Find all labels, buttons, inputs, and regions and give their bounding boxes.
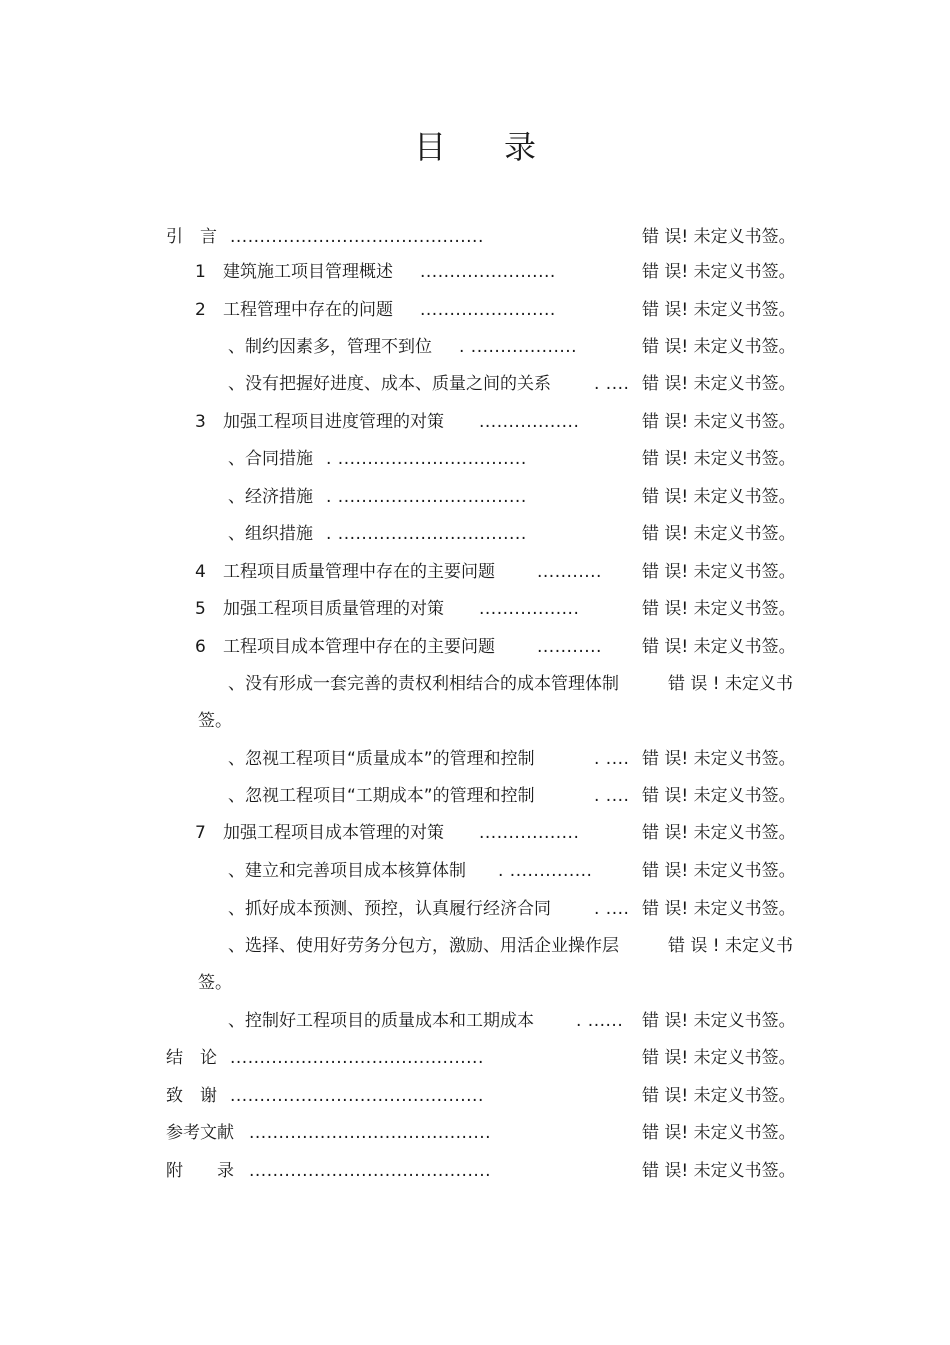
toc-entry[interactable] bbox=[0, 559, 950, 585]
toc-entry[interactable] bbox=[0, 596, 950, 622]
toc-leader-dots: ........................................... bbox=[230, 1048, 484, 1068]
toc-page-ref: 错 误! 未定义书签。 bbox=[642, 1123, 796, 1143]
toc-page-ref: 错 误! 未定义书签。 bbox=[642, 227, 796, 247]
toc-page-ref: 错 误! 未定义书签。 bbox=[642, 262, 796, 282]
toc-entry[interactable] bbox=[0, 1083, 950, 1109]
toc-entry[interactable] bbox=[0, 259, 950, 285]
toc-entry-text: 加强工程项目质量管理的对策 bbox=[223, 599, 444, 619]
toc-page-ref: 错 误! 未定义书签。 bbox=[642, 374, 796, 394]
toc-entry[interactable] bbox=[0, 933, 950, 959]
toc-title bbox=[0, 122, 950, 168]
toc-entry-text: 、组织措施 bbox=[228, 524, 313, 544]
toc-page-ref: 错 误! 未定义书签。 bbox=[642, 449, 796, 469]
toc-leader-dots: . .................. bbox=[459, 337, 578, 357]
toc-page-ref: 错 误! 未定义书签。 bbox=[642, 1161, 796, 1181]
toc-entry[interactable] bbox=[0, 1008, 950, 1034]
toc-entry[interactable] bbox=[0, 484, 950, 510]
toc-page-ref: 错 误! 未定义书签。 bbox=[642, 524, 796, 544]
toc-leader-dots: . .... bbox=[594, 374, 630, 394]
toc-entry[interactable] bbox=[0, 783, 950, 809]
toc-entry-text: 建筑施工项目管理概述 bbox=[223, 262, 393, 282]
toc-page-ref: 错 误! 未定义书签。 bbox=[642, 637, 796, 657]
toc-leader-dots: ....................... bbox=[420, 262, 556, 282]
toc-leader-dots: ....................... bbox=[420, 300, 556, 320]
toc-entry[interactable] bbox=[0, 671, 950, 697]
toc-leader-dots: . ................................ bbox=[326, 524, 527, 544]
toc-entry-text: 、制约因素多，管理不到位 bbox=[228, 337, 432, 357]
toc-entry[interactable] bbox=[0, 1045, 950, 1071]
toc-page-ref: 错 误 ! 未定义书 bbox=[668, 936, 794, 956]
toc-entry[interactable] bbox=[0, 297, 950, 323]
toc-leader-dots: ................. bbox=[479, 599, 580, 619]
toc-entry[interactable] bbox=[0, 820, 950, 846]
toc-entry[interactable] bbox=[0, 224, 950, 250]
toc-entry[interactable] bbox=[0, 1120, 950, 1146]
toc-page-ref: 错 误! 未定义书签。 bbox=[642, 300, 796, 320]
toc-leader-dots: ................. bbox=[479, 412, 580, 432]
toc-page-ref: 错 误! 未定义书签。 bbox=[642, 337, 796, 357]
toc-entry-text: 、忽视工程项目“工期成本”的管理和控制 bbox=[228, 786, 535, 806]
toc-entry-number: 6 bbox=[195, 637, 206, 657]
toc-leader-dots: . ................................ bbox=[326, 449, 527, 469]
toc-title-left: 目 bbox=[413, 128, 446, 166]
toc-page-ref: 错 误! 未定义书签。 bbox=[642, 562, 796, 582]
toc-leader-dots: ........................................... bbox=[230, 1086, 484, 1106]
toc-entry-text: 引 言 bbox=[166, 227, 217, 247]
toc-page-ref: 错 误! 未定义书签。 bbox=[642, 1086, 796, 1106]
toc-entry-text: 附 录 bbox=[166, 1161, 234, 1181]
toc-leader-dots: ........................................... bbox=[230, 227, 484, 247]
toc-entry-text: 、没有形成一套完善的责权利相结合的成本管理体制 bbox=[228, 674, 619, 694]
toc-leader-dots: ........... bbox=[537, 637, 602, 657]
toc-page-ref: 错 误! 未定义书签。 bbox=[642, 412, 796, 432]
toc-entry-continuation bbox=[0, 708, 950, 734]
toc-entry-number: 1 bbox=[195, 262, 206, 282]
toc-entry-text: 工程管理中存在的问题 bbox=[223, 300, 393, 320]
toc-entry-text: 、选择、使用好劳务分包方，激励、用活企业操作层 bbox=[228, 936, 619, 956]
toc-entry[interactable] bbox=[0, 746, 950, 772]
toc-leader-dots: ......................................... bbox=[249, 1123, 492, 1143]
toc-entry[interactable] bbox=[0, 634, 950, 660]
toc-page-ref: 错 误! 未定义书签。 bbox=[642, 487, 796, 507]
toc-leader-dots: . .............. bbox=[498, 861, 593, 881]
toc-entry[interactable] bbox=[0, 446, 950, 472]
toc-entry-text: 加强工程项目成本管理的对策 bbox=[223, 823, 444, 843]
toc-page-ref-continuation: 签。 bbox=[198, 973, 232, 993]
toc-entry-text: 、合同措施 bbox=[228, 449, 313, 469]
toc-entry[interactable] bbox=[0, 896, 950, 922]
toc-leader-dots: . .... bbox=[594, 749, 630, 769]
toc-entry-text: 参考文献 bbox=[166, 1123, 234, 1143]
toc-page-ref: 错 误! 未定义书签。 bbox=[642, 599, 796, 619]
toc-entry-text: 、经济措施 bbox=[228, 487, 313, 507]
toc-entry[interactable] bbox=[0, 1158, 950, 1184]
toc-leader-dots: . ................................ bbox=[326, 487, 527, 507]
toc-page-ref: 错 误! 未定义书签。 bbox=[642, 1011, 796, 1031]
toc-entry-text: 结 论 bbox=[166, 1048, 217, 1068]
toc-page-ref: 错 误! 未定义书签。 bbox=[642, 823, 796, 843]
toc-entry-continuation bbox=[0, 970, 950, 996]
toc-entry[interactable] bbox=[0, 334, 950, 360]
toc-entry[interactable] bbox=[0, 371, 950, 397]
toc-leader-dots: . ...... bbox=[576, 1011, 624, 1031]
toc-entry-number: 2 bbox=[195, 300, 206, 320]
toc-entry-text: 加强工程项目进度管理的对策 bbox=[223, 412, 444, 432]
toc-entry[interactable] bbox=[0, 521, 950, 547]
toc-leader-dots: ................. bbox=[479, 823, 580, 843]
toc-title-right: 录 bbox=[504, 128, 537, 166]
toc-entry-number: 5 bbox=[195, 599, 206, 619]
toc-entry-text: 、建立和完善项目成本核算体制 bbox=[228, 861, 466, 881]
toc-entry-text: 、控制好工程项目的质量成本和工期成本 bbox=[228, 1011, 534, 1031]
toc-page-ref: 错 误! 未定义书签。 bbox=[642, 861, 796, 881]
toc-entry-text: 、抓好成本预测、预控，认真履行经济合同 bbox=[228, 899, 551, 919]
toc-entry[interactable] bbox=[0, 409, 950, 435]
toc-entry-text: 、没有把握好进度、成本、质量之间的关系 bbox=[228, 374, 551, 394]
toc-page-ref-continuation: 签。 bbox=[198, 711, 232, 731]
toc-page-ref: 错 误 ! 未定义书 bbox=[668, 674, 794, 694]
toc-leader-dots: ......................................... bbox=[249, 1161, 492, 1181]
toc-entry-number: 4 bbox=[195, 562, 206, 582]
toc-entry-text: 、忽视工程项目“质量成本”的管理和控制 bbox=[228, 749, 535, 769]
toc-entry-text: 工程项目成本管理中存在的主要问题 bbox=[223, 637, 495, 657]
toc-leader-dots: ........... bbox=[537, 562, 602, 582]
toc-entry-number: 7 bbox=[195, 823, 206, 843]
toc-entry[interactable] bbox=[0, 858, 950, 884]
toc-entry-text: 工程项目质量管理中存在的主要问题 bbox=[223, 562, 495, 582]
toc-page-ref: 错 误! 未定义书签。 bbox=[642, 749, 796, 769]
toc-entry-number: 3 bbox=[195, 412, 206, 432]
toc-page-ref: 错 误! 未定义书签。 bbox=[642, 786, 796, 806]
toc-leader-dots: . .... bbox=[594, 786, 630, 806]
toc-leader-dots: . .... bbox=[594, 899, 630, 919]
toc-entry-text: 致 谢 bbox=[166, 1086, 217, 1106]
toc-page-ref: 错 误! 未定义书签。 bbox=[642, 1048, 796, 1068]
toc-page-ref: 错 误! 未定义书签。 bbox=[642, 899, 796, 919]
